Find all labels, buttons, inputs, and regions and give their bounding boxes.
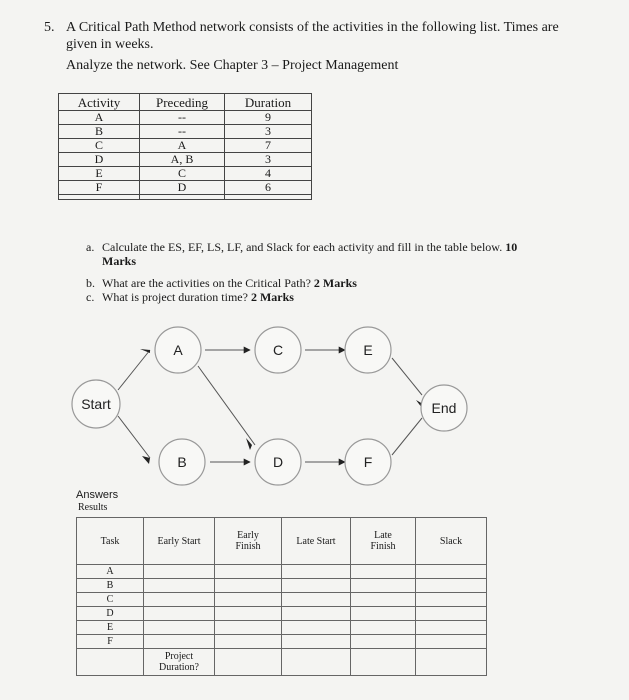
cpm-network-diagram — [0, 320, 629, 495]
node-a-label: A — [173, 342, 183, 358]
edge-start-b — [118, 416, 150, 458]
answer-cell[interactable] — [282, 635, 351, 649]
answer-cell[interactable] — [144, 621, 215, 635]
subquestion-c-text: What is project duration time? — [102, 290, 248, 304]
answer-cell[interactable] — [416, 649, 487, 676]
answer-cell[interactable] — [144, 635, 215, 649]
answer-cell[interactable] — [144, 607, 215, 621]
activity-table-header — [59, 94, 312, 111]
task-cell: E — [77, 621, 144, 635]
results-table — [76, 501, 487, 676]
duration-cell: 6 — [225, 181, 312, 195]
subquestion-a-marks-label: Marks — [102, 254, 136, 268]
results-row — [77, 579, 487, 593]
subquestion-b — [102, 276, 357, 290]
activity-row — [59, 181, 312, 195]
subquestion-a-marks: 10 — [505, 240, 518, 254]
answer-cell[interactable] — [215, 649, 282, 676]
answer-cell[interactable] — [282, 607, 351, 621]
blank-cell — [77, 649, 144, 676]
node-e-label: E — [363, 342, 373, 358]
header-early-finish — [215, 518, 282, 565]
header-preceding: Preceding — [140, 94, 225, 111]
header-task-cell — [77, 501, 144, 565]
activity-cell: F — [59, 181, 140, 195]
activity-table — [58, 93, 312, 200]
question-text-line2: given in weeks. — [66, 37, 154, 52]
answer-cell[interactable] — [215, 593, 282, 607]
node-b-label: B — [177, 454, 187, 470]
node-c-label: C — [272, 342, 284, 358]
subquestion-c — [102, 290, 294, 304]
task-cell: C — [77, 593, 144, 607]
subquestion-a-label: a. — [86, 240, 95, 254]
answer-cell[interactable] — [144, 593, 215, 607]
preceding-cell: A, B — [140, 153, 225, 167]
footer-cell — [140, 195, 225, 200]
preceding-cell: A — [140, 139, 225, 153]
activity-cell: D — [59, 153, 140, 167]
activity-cell: A — [59, 111, 140, 125]
header-late-finish — [351, 518, 416, 565]
question-instruction: Analyze the network. See Chapter 3 – Project Management — [66, 58, 399, 73]
results-row — [77, 565, 487, 579]
results-row — [77, 621, 487, 635]
activity-cell: C — [59, 139, 140, 153]
answer-cell[interactable] — [416, 565, 487, 579]
subquestion-c-marks: 2 Marks — [250, 290, 294, 304]
activity-row — [59, 125, 312, 139]
header-early-start: Early Start — [144, 518, 215, 565]
edge-e-end — [392, 358, 422, 395]
answer-cell[interactable] — [351, 621, 416, 635]
project-duration-label-1: Project — [164, 651, 194, 662]
duration-cell: 7 — [225, 139, 312, 153]
node-d-label: D — [272, 454, 284, 470]
question-number: 5. — [44, 20, 55, 35]
preceding-cell: -- — [140, 111, 225, 125]
duration-cell: 9 — [225, 111, 312, 125]
activity-table-footer — [59, 195, 312, 200]
subquestion-a-text: Calculate the ES, EF, LS, LF, and Slack for each activity and fill in the table below. — [102, 240, 503, 254]
activity-row — [59, 139, 312, 153]
answer-cell[interactable] — [215, 635, 282, 649]
duration-cell: 3 — [225, 125, 312, 139]
answer-cell[interactable] — [215, 621, 282, 635]
question-text-line1: A Critical Path Method network consists of the activities in the following list. Times are — [66, 20, 559, 35]
subquestion-c-label: c. — [86, 290, 95, 304]
activity-cell: E — [59, 167, 140, 181]
answer-cell[interactable] — [215, 607, 282, 621]
edge-start-a — [118, 350, 150, 390]
preceding-cell: -- — [140, 125, 225, 139]
results-row — [77, 635, 487, 649]
answers-label: Answers — [76, 489, 119, 501]
edge-f-end — [392, 418, 422, 455]
node-end-label: End — [431, 400, 457, 416]
answer-cell[interactable] — [351, 607, 416, 621]
answer-cell[interactable] — [215, 579, 282, 593]
results-row — [77, 593, 487, 607]
duration-cell: 4 — [225, 167, 312, 181]
header-early-finish-2: Finish — [235, 541, 261, 552]
header-slack: Slack — [416, 518, 487, 565]
answer-cell[interactable] — [144, 565, 215, 579]
project-duration-label — [144, 649, 215, 676]
answer-cell[interactable] — [416, 607, 487, 621]
answer-cell[interactable] — [282, 649, 351, 676]
answer-cell[interactable] — [416, 579, 487, 593]
subquestion-a — [102, 240, 602, 268]
task-cell: B — [77, 579, 144, 593]
task-cell: D — [77, 607, 144, 621]
header-early-finish-1: Early — [237, 530, 259, 541]
footer-cell — [59, 195, 140, 200]
answer-cell[interactable] — [416, 621, 487, 635]
answer-cell[interactable] — [351, 593, 416, 607]
results-header-row — [77, 518, 487, 565]
header-late-finish-1: Late — [374, 530, 392, 541]
activity-row — [59, 153, 312, 167]
answer-cell[interactable] — [351, 565, 416, 579]
project-duration-row — [77, 649, 487, 676]
preceding-cell: D — [140, 181, 225, 195]
task-cell: F — [77, 635, 144, 649]
results-row — [77, 607, 487, 621]
answer-cell[interactable] — [416, 593, 487, 607]
subquestion-b-text: What are the activities on the Critical Path? — [102, 276, 311, 290]
activity-row — [59, 111, 312, 125]
answer-cell[interactable] — [282, 621, 351, 635]
project-duration-label-2: Duration? — [159, 662, 199, 673]
footer-cell — [225, 195, 312, 200]
header-activity: Activity — [59, 94, 140, 111]
arrow-head-a — [140, 349, 150, 353]
activity-cell: B — [59, 125, 140, 139]
duration-cell: 3 — [225, 153, 312, 167]
answer-cell[interactable] — [351, 635, 416, 649]
answer-cell[interactable] — [416, 635, 487, 649]
answer-cell[interactable] — [282, 593, 351, 607]
answer-cell[interactable] — [215, 565, 282, 579]
header-late-finish-2: Finish — [370, 541, 396, 552]
header-late-start: Late Start — [282, 518, 351, 565]
answer-cell[interactable] — [351, 649, 416, 676]
subquestion-b-label: b. — [86, 276, 95, 290]
results-title: Results — [78, 501, 108, 513]
edge-a-d — [198, 366, 255, 445]
header-task: Task — [100, 535, 120, 547]
node-f-label: F — [363, 454, 373, 470]
task-cell: A — [77, 565, 144, 579]
preceding-cell: C — [140, 167, 225, 181]
answer-cell[interactable] — [351, 579, 416, 593]
subquestion-b-marks: 2 Marks — [313, 276, 357, 290]
node-start-label: Start — [81, 396, 111, 412]
header-duration: Duration — [225, 94, 312, 111]
answer-cell[interactable] — [282, 565, 351, 579]
activity-row — [59, 167, 312, 181]
answer-cell[interactable] — [282, 579, 351, 593]
answer-cell[interactable] — [144, 579, 215, 593]
